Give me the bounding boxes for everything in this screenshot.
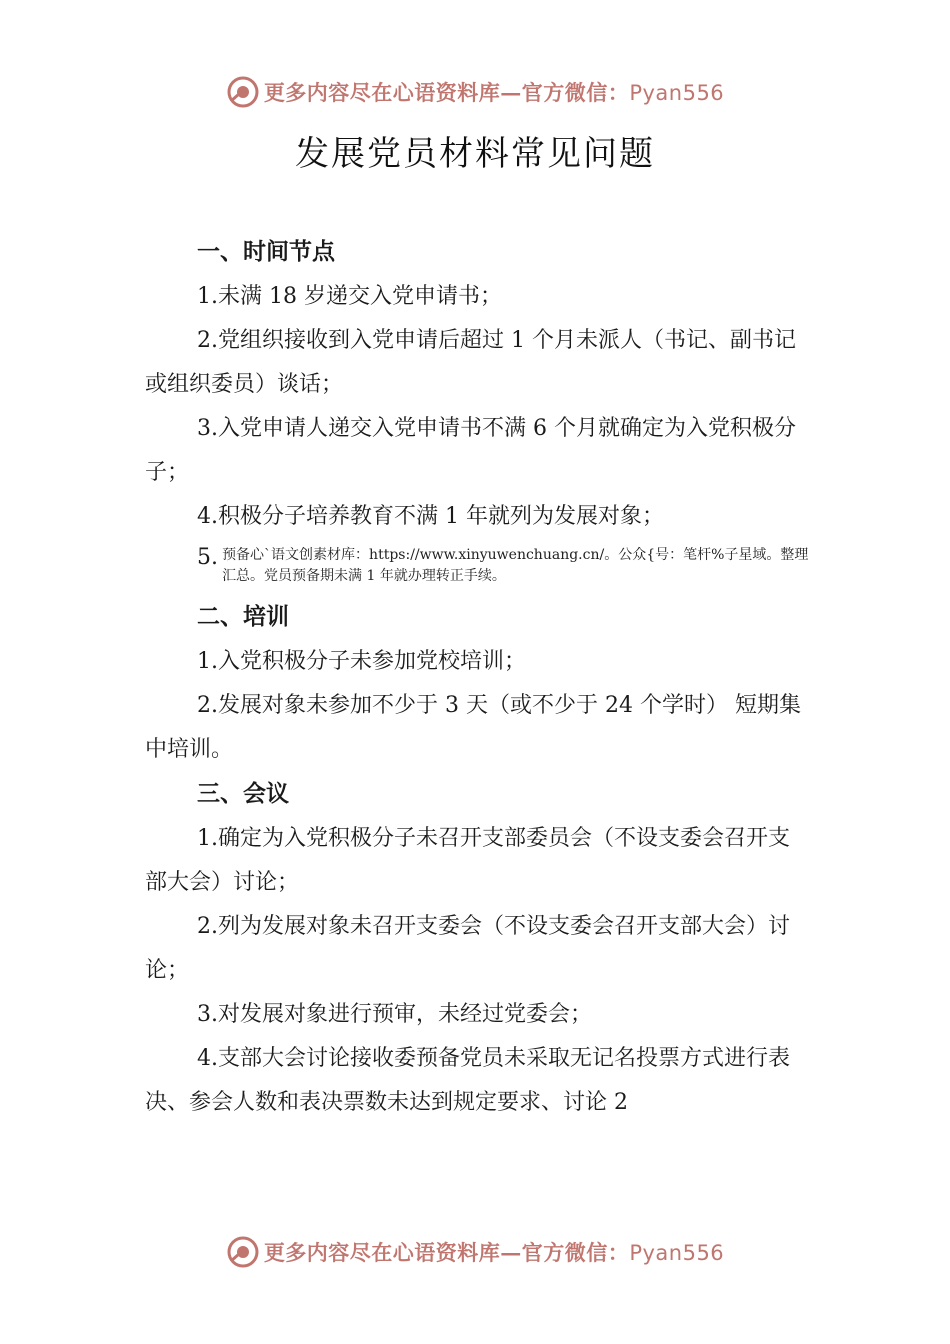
note-text: 预备心`语文创素材库：https://www.xinyuwenchuang.cn/。公众{号：笔杆%子星域。整理汇总。党员预备期未满 1 年就办理转正手续。 bbox=[222, 547, 809, 584]
document-body bbox=[145, 230, 810, 1125]
list-item: 2.发展对象未参加不少于 3 天（或不少于 24 个学时） 短期集中培训。 bbox=[145, 693, 801, 762]
watermark-text: 更多内容尽在心语资料库—官方微信：Pyan556 bbox=[263, 80, 725, 105]
list-item: 4.积极分子培养教育不满 1 年就列为发展对象； bbox=[197, 504, 664, 529]
list-item bbox=[197, 545, 810, 587]
list-item: 3.对发展对象进行预审，未经过党委会； bbox=[197, 1002, 592, 1027]
logo-icon bbox=[226, 75, 260, 109]
watermark-banner-bottom bbox=[0, 1230, 950, 1274]
watermark-text: 更多内容尽在心语资料库—官方微信：Pyan556 bbox=[263, 1240, 725, 1265]
logo-icon bbox=[226, 1235, 260, 1269]
list-item: 1.未满 18 岁递交入党申请书； bbox=[197, 284, 502, 309]
section-heading: 一、时间节点 bbox=[197, 239, 335, 265]
watermark-banner-top bbox=[0, 70, 950, 114]
list-item: 1.确定为入党积极分子未召开支部委员会（不设支委会召开支部大会）讨论； bbox=[145, 826, 790, 895]
note-number: 5. bbox=[197, 545, 218, 570]
list-item: 2.列为发展对象未召开支委会（不设支委会召开支部大会）讨论； bbox=[145, 914, 790, 983]
list-item: 3.入党申请人递交入党申请书不满 6 个月就确定为入党积极分子； bbox=[145, 416, 796, 485]
list-item: 4.支部大会讨论接收委预备党员未采取无记名投票方式进行表决、参会人数和表决票数未达到规定要求、讨论 2 bbox=[145, 1046, 790, 1115]
section-heading: 二、培训 bbox=[197, 604, 289, 630]
list-item: 1.入党积极分子未参加党校培训； bbox=[197, 649, 526, 674]
section-heading: 三、会议 bbox=[197, 781, 289, 807]
list-item: 2.党组织接收到入党申请后超过 1 个月未派人（书记、副书记或组织委员）谈话； bbox=[145, 328, 796, 397]
page-title: 发展党员材料常见问题 bbox=[295, 134, 655, 174]
